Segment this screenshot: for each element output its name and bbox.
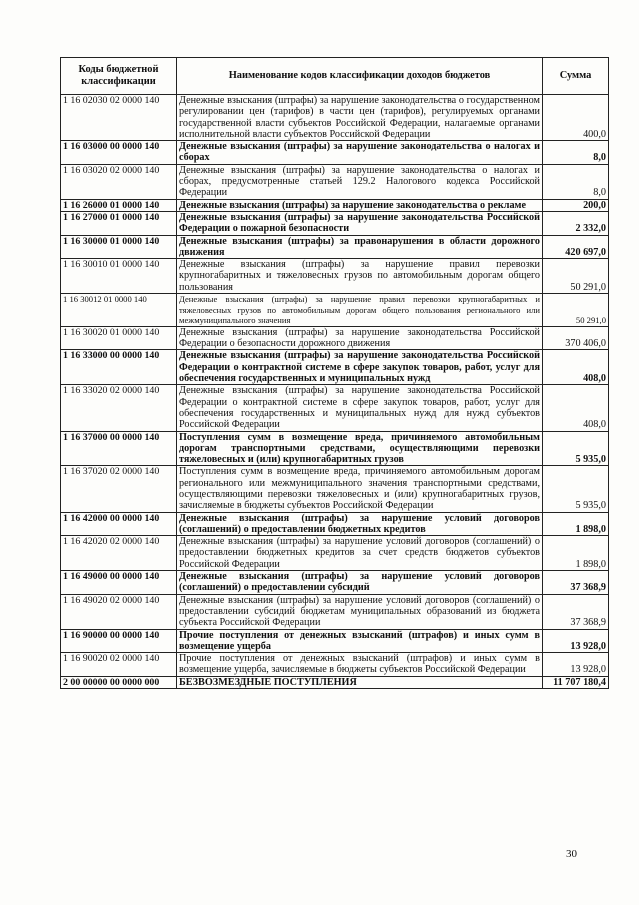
table-row (61, 571, 609, 595)
name-cell: Денежные взыскания (штрафы) за правонарушения в области дорожного движения (177, 235, 543, 259)
sum-cell: 37 368,9 (543, 594, 609, 629)
name-cell: БЕЗВОЗМЕЗДНЫЕ ПОСТУПЛЕНИЯ (177, 676, 543, 688)
sum-cell: 50 291,0 (543, 294, 609, 327)
code-cell: 1 16 30012 01 0000 140 (61, 294, 177, 327)
name-cell: Денежные взыскания (штрафы) за нарушение законодательства о государственном регулировании цен (тарифов) в части цен (тарифов), регулируемых органами государственной власти субъектов Российской Федерации, налагаемые органами исполнительной власти субъектов Российской Федерации (177, 95, 543, 141)
sum-cell: 13 928,0 (543, 653, 609, 677)
code-cell: 1 16 42000 00 0000 140 (61, 512, 177, 536)
table-row (61, 385, 609, 431)
code-cell: 1 16 02030 02 0000 140 (61, 95, 177, 141)
header-sum: Сумма (543, 58, 609, 95)
budget-revenue-table (60, 57, 609, 689)
sum-cell: 200,0 (543, 199, 609, 211)
table-row (61, 259, 609, 294)
code-cell: 1 16 30020 01 0000 140 (61, 326, 177, 350)
name-cell: Денежные взыскания (штрафы) за нарушение законодательства о рекламе (177, 199, 543, 211)
name-cell: Денежные взыскания (штрафы) за нарушение условий договоров (соглашений) о предоставлении субсидий бюджетам муниципальных образований из бюджета субъекта Российской Федерации (177, 594, 543, 629)
sum-cell: 50 291,0 (543, 259, 609, 294)
name-cell: Прочие поступления от денежных взысканий (штрафов) и иных сумм в возмещение ущерба (177, 629, 543, 653)
table-row (61, 653, 609, 677)
name-cell: Поступления сумм в возмещение вреда, причиняемого автомобильным дорогам регионального или межмуниципального значения транспортными средствами, осуществляющими перевозки тяжеловесных и (или) крупногабаритных грузов, зачисляемые в бюджеты субъектов Российской Федерации (177, 466, 543, 512)
code-cell: 1 16 42020 02 0000 140 (61, 536, 177, 571)
name-cell: Денежные взыскания (штрафы) за нарушение законодательства Российской Федерации о пожарной безопасности (177, 211, 543, 235)
code-cell: 1 16 30000 01 0000 140 (61, 235, 177, 259)
sum-cell: 408,0 (543, 350, 609, 385)
sum-cell: 370 406,0 (543, 326, 609, 350)
name-cell: Прочие поступления от денежных взысканий (штрафов) и иных сумм в возмещение ущерба, зачисляемые в бюджеты субъектов Российской Федерации (177, 653, 543, 677)
table-row (61, 199, 609, 211)
code-cell: 1 16 90000 00 0000 140 (61, 629, 177, 653)
name-cell: Денежные взыскания (штрафы) за нарушение условий договоров (соглашений) о предоставлении субсидий (177, 571, 543, 595)
code-cell: 1 16 33020 02 0000 140 (61, 385, 177, 431)
table-row (61, 629, 609, 653)
name-cell: Денежные взыскания (штрафы) за нарушение законодательства Российской Федерации о безопасности дорожного движения (177, 326, 543, 350)
sum-cell: 5 935,0 (543, 466, 609, 512)
name-cell: Денежные взыскания (штрафы) за нарушение условий договоров (соглашений) о предоставлении бюджетных кредитов за счет средств бюджетов субъектов Российской Федерации (177, 536, 543, 571)
code-cell: 1 16 03020 02 0000 140 (61, 164, 177, 199)
header-row (61, 58, 609, 95)
table-row (61, 594, 609, 629)
code-cell: 1 16 37000 00 0000 140 (61, 431, 177, 466)
table-row (61, 141, 609, 165)
table-row (61, 211, 609, 235)
name-cell: Денежные взыскания (штрафы) за нарушение законодательства Российской Федерации о контрактной системе в сфере закупок товаров, работ, услуг для обеспечения государственных и муниципальных нужд (177, 350, 543, 385)
name-cell: Денежные взыскания (штрафы) за нарушение законодательства о налогах и сборах, предусмотренные статьей 129.2 Налогового кодекса Российской Федерации (177, 164, 543, 199)
table-row (61, 512, 609, 536)
sum-cell: 8,0 (543, 141, 609, 165)
code-cell: 1 16 30010 01 0000 140 (61, 259, 177, 294)
code-cell: 1 16 49000 00 0000 140 (61, 571, 177, 595)
sum-cell: 37 368,9 (543, 571, 609, 595)
code-cell: 2 00 00000 00 0000 000 (61, 676, 177, 688)
table-row (61, 431, 609, 466)
table-row (61, 164, 609, 199)
code-cell: 1 16 37020 02 0000 140 (61, 466, 177, 512)
table-body (61, 95, 609, 689)
sum-cell: 1 898,0 (543, 512, 609, 536)
sum-cell: 1 898,0 (543, 536, 609, 571)
name-cell: Денежные взыскания (штрафы) за нарушение правил перевозки крупногабаритных и тяжеловесных грузов по автомобильным дорогам общего пользования регионального или межмуниципального значения (177, 294, 543, 327)
table-row (61, 235, 609, 259)
name-cell: Поступления сумм в возмещение вреда, причиняемого автомобильным дорогам транспортными средствами, осуществляющими перевозки тяжеловесных и (или) крупногабаритных грузов (177, 431, 543, 466)
sum-cell: 13 928,0 (543, 629, 609, 653)
page-number: 30 (566, 848, 577, 860)
code-cell: 1 16 49020 02 0000 140 (61, 594, 177, 629)
table-row (61, 466, 609, 512)
sum-cell: 11 707 180,4 (543, 676, 609, 688)
table-row (61, 95, 609, 141)
code-cell: 1 16 26000 01 0000 140 (61, 199, 177, 211)
table-row (61, 536, 609, 571)
sum-cell: 2 332,0 (543, 211, 609, 235)
header-code: Коды бюджетной классификации (61, 58, 177, 95)
name-cell: Денежные взыскания (штрафы) за нарушение законодательства о налогах и сборах (177, 141, 543, 165)
name-cell: Денежные взыскания (штрафы) за нарушение условий договоров (соглашений) о предоставлении бюджетных кредитов (177, 512, 543, 536)
sum-cell: 5 935,0 (543, 431, 609, 466)
sum-cell: 408,0 (543, 385, 609, 431)
table-row (61, 326, 609, 350)
name-cell: Денежные взыскания (штрафы) за нарушение правил перевозки крупногабаритных и тяжеловесных грузов по автомобильным дорогам общего пользования (177, 259, 543, 294)
code-cell: 1 16 90020 02 0000 140 (61, 653, 177, 677)
code-cell: 1 16 03000 00 0000 140 (61, 141, 177, 165)
table-row (61, 350, 609, 385)
sum-cell: 420 697,0 (543, 235, 609, 259)
header-name: Наименование кодов классификации доходов бюджетов (177, 58, 543, 95)
sum-cell: 400,0 (543, 95, 609, 141)
code-cell: 1 16 33000 00 0000 140 (61, 350, 177, 385)
table-header (61, 58, 609, 95)
code-cell: 1 16 27000 01 0000 140 (61, 211, 177, 235)
table-row (61, 676, 609, 688)
sum-cell: 8,0 (543, 164, 609, 199)
name-cell: Денежные взыскания (штрафы) за нарушение законодательства Российской Федерации о контрактной системе в сфере закупок товаров, работ, услуг для обеспечения государственных и муниципальных нужд для нужд субъектов Российской Федерации (177, 385, 543, 431)
table-row (61, 294, 609, 327)
